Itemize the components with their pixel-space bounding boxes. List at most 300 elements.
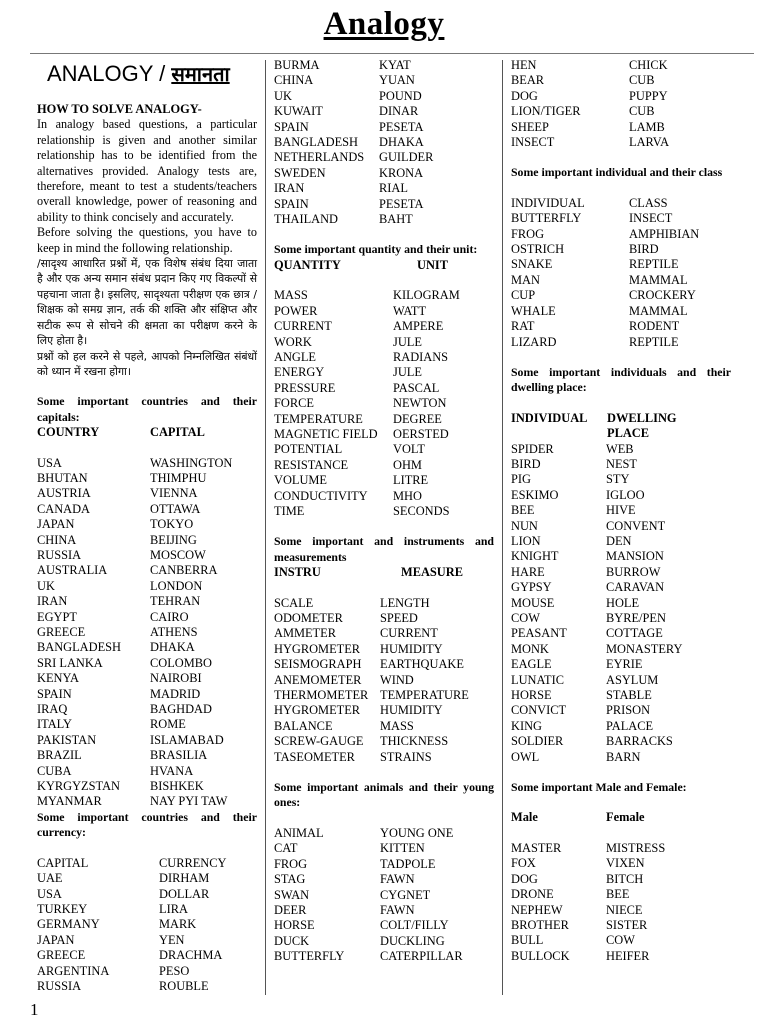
list-row (274, 734, 494, 749)
list-row (37, 594, 257, 609)
list-value: JULE (393, 365, 422, 380)
list-term: BUTTERFLY (511, 211, 582, 226)
list-value: CLASS (629, 195, 668, 210)
list-value: PESETA (379, 196, 424, 211)
list-row (511, 304, 731, 319)
list-term: BEE (511, 503, 535, 518)
list-value: JULE (393, 334, 422, 349)
list-row (511, 335, 731, 350)
list-row (274, 596, 494, 611)
list-term: MAGNETIC FIELD (274, 426, 378, 441)
list-value: CONVENT (606, 518, 666, 533)
list-row (511, 750, 731, 765)
list-term: BALANCE (274, 718, 333, 733)
list-row (511, 596, 731, 611)
gender-column-headers (511, 810, 731, 825)
list-row (274, 319, 494, 334)
list-row (274, 166, 494, 181)
list-row (511, 196, 731, 211)
list-value: PESETA (379, 119, 424, 134)
list-row (511, 565, 731, 580)
list-term: SPAIN (274, 196, 309, 211)
list-term: MONK (511, 641, 549, 656)
list-term: TEMPERATURE (274, 411, 363, 426)
list-row (37, 687, 257, 702)
list-value: LITRE (393, 473, 429, 488)
list-value: MAMMAL (629, 303, 688, 318)
list-term: FOX (511, 856, 536, 871)
list-term: HYGROMETER (274, 703, 361, 718)
list-row (274, 949, 494, 964)
list-term: UK (37, 578, 55, 593)
list-value: RIAL (379, 181, 408, 196)
list-row (274, 688, 494, 703)
list-term: USA (37, 886, 62, 901)
list-row (274, 197, 494, 212)
list-term: PRESSURE (274, 380, 336, 395)
currency-column-headers (37, 856, 257, 871)
list-row (37, 456, 257, 471)
list-value: OHM (393, 457, 422, 472)
list-term: BANGLADESH (37, 640, 121, 655)
list-row (511, 257, 731, 272)
list-value: CROCKERY (629, 288, 696, 303)
list-row (511, 657, 731, 672)
list-value: MASS (380, 718, 414, 733)
list-row (274, 934, 494, 949)
list-term: FROG (274, 856, 308, 871)
instruments-column-headers (274, 565, 494, 580)
list-term: THAILAND (274, 212, 339, 227)
list-row (511, 719, 731, 734)
list-value: STY (606, 472, 630, 487)
list-row (511, 841, 731, 856)
hindi-paragraph-2: प्रश्नों को हल करने से पहले, आपको निम्नलिखित संबंधों को ध्यान में रखना होगा। (37, 349, 257, 378)
list-value: PESO (159, 963, 190, 978)
list-term: SOLDIER (511, 734, 564, 749)
list-term: VOLUME (274, 473, 327, 488)
list-term: ESKIMO (511, 487, 559, 502)
list-row (274, 626, 494, 641)
list-term: ITALY (37, 717, 72, 732)
instruments-list (274, 596, 494, 765)
list-value: NAY PYI TAW (150, 794, 228, 809)
list-value: REPTILE (629, 257, 679, 272)
list-row (274, 396, 494, 411)
how-to-heading: HOW TO SOLVE ANALOGY- (37, 102, 202, 116)
list-row (37, 794, 257, 809)
list-row (511, 933, 731, 948)
list-term: KING (511, 718, 542, 733)
list-value: ROUBLE (159, 978, 209, 993)
column-header: CAPITAL (150, 425, 205, 440)
list-row (37, 579, 257, 594)
list-row (511, 319, 731, 334)
list-value: AMPHIBIAN (629, 226, 700, 241)
list-value: DHAKA (379, 135, 424, 150)
list-term: CUP (511, 288, 536, 303)
list-value: LIRA (159, 901, 188, 916)
list-term: WHALE (511, 303, 556, 318)
list-value: STRAINS (380, 749, 432, 764)
list-row (274, 918, 494, 933)
list-row (511, 242, 731, 257)
list-row (511, 227, 731, 242)
capitals-column-headers (37, 425, 257, 440)
list-value: CARAVAN (606, 580, 665, 595)
list-row (511, 73, 731, 88)
list-row (511, 472, 731, 487)
list-value: SECONDS (393, 503, 450, 518)
list-row (274, 181, 494, 196)
list-term: SPAIN (37, 686, 72, 701)
list-value: ROME (150, 717, 186, 732)
list-value: MANSION (606, 549, 664, 564)
hindi-paragraph: /सादृश्य आधारित प्रश्नों में, एक विशेष संबंध दिया जाता है और एक अन्य समान संबंध प्रदान किए गए विकल्पों से पहचाना जाता है। इसलिए, सादृश्यता परीक्षण एक छात्र / शिक्षक को समग्र ज्ञान, तर्क की शक्ति और संक्षिप्त और सटीक रूप से सोचने की क्षमता का परीक्षण करने के लिए होता है। (37, 257, 257, 348)
column-header: YOUNG ONE (380, 825, 454, 840)
list-value: MHO (393, 488, 422, 503)
list-value: KYAT (379, 58, 411, 72)
list-term: RUSSIA (37, 547, 82, 562)
list-value: ATHENS (150, 625, 198, 639)
list-row (511, 734, 731, 749)
list-row (274, 442, 494, 457)
list-value: DRACHMA (159, 948, 223, 963)
list-row (511, 89, 731, 104)
list-term: PEASANT (511, 626, 567, 641)
list-value: OTTAWA (150, 501, 201, 516)
list-row (274, 89, 494, 104)
list-term: SRI LANKA (37, 655, 103, 670)
column-header: Male (511, 810, 538, 825)
list-value: CYGNET (380, 887, 431, 902)
list-term: DRONE (511, 887, 554, 902)
list-value: BARN (606, 749, 641, 764)
list-row (274, 427, 494, 442)
list-value: LAMB (629, 119, 665, 134)
list-term: TASEOMETER (274, 749, 355, 764)
list-value: STABLE (606, 688, 652, 703)
list-term: EAGLE (511, 657, 552, 672)
list-value: LONDON (150, 578, 203, 593)
list-row (37, 625, 257, 640)
list-term: PIG (511, 472, 531, 487)
list-row (37, 471, 257, 486)
list-row (511, 626, 731, 641)
list-term: SWAN (274, 887, 310, 902)
capitals-heading: Some important countries and their capitals: (37, 394, 257, 424)
list-value: MOSCOW (150, 547, 206, 562)
list-value: IGLOO (606, 487, 645, 502)
list-term: RUSSIA (37, 978, 82, 993)
young-ones-column-headers (274, 826, 494, 841)
list-term: KYRGYZSTAN (37, 779, 120, 794)
gender-heading: Some important Male and Female: (511, 780, 687, 795)
list-term: BUTTERFLY (274, 949, 345, 964)
list-term: TURKEY (37, 901, 88, 916)
young-ones-heading: Some important animals and their young ones: (274, 780, 494, 810)
list-term: JAPAN (37, 932, 75, 947)
list-term: UAE (37, 871, 63, 886)
list-value: NAIROBI (150, 671, 202, 686)
list-row (37, 656, 257, 671)
list-row (37, 917, 257, 932)
list-term: STAG (274, 872, 306, 887)
list-row (511, 903, 731, 918)
list-value: WATT (393, 303, 427, 318)
list-row (511, 549, 731, 564)
list-term: KUWAIT (274, 104, 323, 119)
list-row (511, 887, 731, 902)
list-value: VIXEN (606, 856, 645, 871)
list-term: DUCK (274, 933, 310, 948)
column-header: CURRENCY (159, 855, 227, 870)
list-value: RADIANS (393, 349, 449, 364)
column-1 (37, 58, 257, 994)
list-value: MADRID (150, 686, 201, 701)
list-value: BYRE/PEN (606, 611, 666, 625)
list-value: DUCKLING (380, 933, 445, 948)
list-term: ODOMETER (274, 611, 343, 625)
column-header: CAPITAL (37, 855, 89, 870)
list-value: AMPERE (393, 319, 444, 334)
list-row (37, 517, 257, 532)
list-term: BULLOCK (511, 948, 570, 963)
list-row (274, 703, 494, 718)
list-value: KRONA (379, 165, 424, 180)
list-term: SCALE (274, 595, 314, 610)
list-term: HARE (511, 564, 545, 579)
list-value: COTTAGE (606, 626, 663, 641)
list-value: TADPOLE (380, 856, 436, 871)
section-title-english: ANALOGY / (47, 61, 172, 86)
list-row (274, 673, 494, 688)
list-term: CAT (274, 841, 298, 856)
list-value: LENGTH (380, 595, 430, 610)
list-value: BEIJING (150, 532, 197, 547)
young-ones-list-continued (511, 58, 731, 150)
list-term: RAT (511, 319, 535, 334)
list-row (511, 104, 731, 119)
list-row (274, 150, 494, 165)
list-term: GREECE (37, 948, 86, 963)
list-value: DHAKA (150, 640, 195, 655)
list-value: HUMIDITY (380, 641, 443, 656)
list-value: EYRIE (606, 657, 643, 672)
list-row (511, 580, 731, 595)
list-value: WEB (606, 441, 634, 456)
list-value: CATERPILLAR (380, 949, 463, 964)
list-value: TEMPERATURE (380, 688, 469, 703)
list-value: PRISON (606, 703, 651, 718)
list-row (274, 288, 494, 303)
list-term: HEN (511, 58, 537, 72)
list-value: SPEED (380, 611, 418, 625)
list-term: SWEDEN (274, 165, 326, 180)
list-term: OWL (511, 749, 540, 764)
list-row (274, 335, 494, 350)
list-value: EARTHQUAKE (380, 657, 464, 672)
list-row (37, 486, 257, 501)
list-term: RESISTANCE (274, 457, 349, 472)
list-row (274, 504, 494, 519)
list-value: COLOMBO (150, 655, 212, 670)
list-term: POTENTIAL (274, 442, 343, 457)
list-value: OERSTED (393, 426, 449, 441)
list-value: DEN (606, 533, 632, 548)
list-row (274, 381, 494, 396)
list-row (511, 642, 731, 657)
currency-list (37, 871, 257, 994)
list-value: ISLAMABAD (150, 732, 224, 747)
list-row (511, 534, 731, 549)
list-row (511, 135, 731, 150)
list-value: HOLE (606, 595, 640, 610)
list-term: EGYPT (37, 609, 77, 624)
list-value: VOLT (393, 442, 425, 457)
list-value: BRASILIA (150, 748, 208, 763)
list-row (37, 887, 257, 902)
column-header: COUNTRY (37, 425, 100, 440)
list-row (37, 640, 257, 655)
section-title-hindi: समानता (171, 62, 230, 86)
list-term: SPAIN (274, 119, 309, 134)
list-row (274, 212, 494, 227)
list-row (37, 933, 257, 948)
list-row (37, 671, 257, 686)
list-term: CHINA (274, 73, 314, 88)
list-row (37, 702, 257, 717)
column-header: Female (606, 810, 645, 825)
column-header: DWELLING PLACE (607, 410, 677, 441)
list-row (511, 688, 731, 703)
list-value: CHICK (629, 58, 668, 72)
list-term: HORSE (511, 688, 552, 703)
list-term: BULL (511, 933, 544, 948)
list-value: SISTER (606, 917, 648, 932)
list-row (511, 918, 731, 933)
list-value: CUB (629, 73, 655, 88)
list-term: MOUSE (511, 595, 555, 610)
list-row (37, 502, 257, 517)
list-row (37, 548, 257, 563)
list-term: CHINA (37, 532, 77, 547)
list-term: OSTRICH (511, 242, 565, 257)
units-heading: Some important quantity and their unit: (274, 242, 478, 257)
list-term: DOG (511, 88, 538, 103)
list-value: CANBERRA (150, 563, 218, 578)
list-row (511, 488, 731, 503)
list-value: DEGREE (393, 411, 442, 426)
column-header: INSTRU (274, 565, 321, 580)
list-value: YUAN (379, 73, 415, 88)
list-value: REPTILE (629, 334, 679, 349)
list-row (37, 964, 257, 979)
list-value: MONASTERY (606, 641, 683, 656)
title-rule (30, 53, 754, 54)
list-term: MASTER (511, 840, 562, 855)
list-value: INSECT (629, 211, 673, 226)
list-term: PAKISTAN (37, 732, 97, 747)
list-value: HEIFER (606, 948, 650, 963)
column-header: UNIT (417, 257, 448, 272)
list-term: WORK (274, 334, 312, 349)
list-term: GERMANY (37, 917, 100, 932)
list-row (274, 750, 494, 765)
list-row (511, 703, 731, 718)
list-value: MAMMAL (629, 272, 688, 287)
list-term: IRAN (37, 594, 68, 609)
list-row (511, 949, 731, 964)
dwelling-heading: Some important individuals and their dwelling place: (511, 364, 731, 395)
list-row (37, 779, 257, 794)
list-row (274, 642, 494, 657)
dwelling-list (511, 442, 731, 766)
list-term: NUN (511, 518, 538, 533)
page-number: 1 (30, 1000, 39, 1019)
list-term: AUSTRIA (37, 486, 91, 501)
list-term: CONVICT (511, 703, 567, 718)
list-term: GREECE (37, 625, 86, 639)
list-term: HYGROMETER (274, 641, 361, 656)
list-row (274, 304, 494, 319)
list-row (274, 903, 494, 918)
dwelling-column-headers (511, 411, 731, 442)
list-value: CUB (629, 104, 655, 119)
list-row (37, 533, 257, 548)
list-term: ENERGY (274, 365, 325, 380)
list-row (511, 457, 731, 472)
list-term: BANGLADESH (274, 135, 358, 150)
list-term: LUNATIC (511, 672, 564, 687)
list-term: KNIGHT (511, 549, 559, 564)
list-term: LION (511, 533, 541, 548)
list-row (274, 58, 494, 73)
list-term: IRAQ (37, 702, 68, 717)
list-value: BITCH (606, 871, 644, 886)
units-list (274, 288, 494, 519)
list-value: LARVA (629, 135, 670, 150)
list-value: THIMPHU (150, 470, 207, 485)
list-term: FORCE (274, 396, 314, 411)
list-term: ANGLE (274, 349, 316, 364)
list-value: BURROW (606, 564, 661, 579)
list-term: NEPHEW (511, 902, 563, 917)
list-term: INSECT (511, 135, 555, 150)
units-column-headers (274, 258, 494, 273)
list-term: MAN (511, 272, 540, 287)
list-row (274, 412, 494, 427)
list-value: RODENT (629, 319, 680, 334)
list-value: NEWTON (393, 396, 447, 411)
column-header: MEASURE (401, 565, 463, 580)
section-title (47, 60, 257, 88)
list-term: NETHERLANDS (274, 150, 365, 165)
list-row (37, 717, 257, 732)
list-value: BAHT (379, 212, 413, 227)
list-term: BRAZIL (37, 748, 82, 763)
list-row (274, 473, 494, 488)
column-3 (511, 58, 731, 964)
capitals-list (37, 456, 257, 810)
list-term: ANEMOMETER (274, 672, 362, 687)
list-term: LION/TIGER (511, 104, 581, 119)
list-value: TOKYO (150, 517, 194, 532)
list-term: BIRD (511, 456, 541, 471)
list-term: KENYA (37, 671, 79, 686)
list-term: FROG (511, 226, 545, 241)
class-heading: Some important individual and their class (511, 165, 723, 180)
